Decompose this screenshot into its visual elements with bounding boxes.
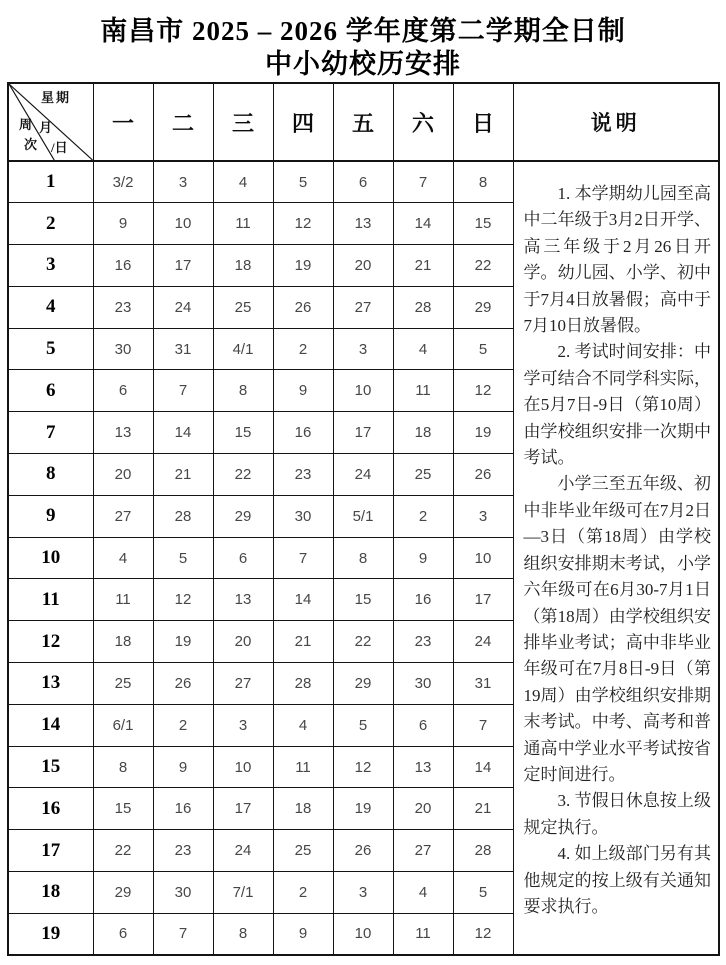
date-cell: 9	[273, 913, 333, 955]
date-cell: 24	[153, 286, 213, 328]
date-cell: 5	[273, 161, 333, 203]
date-cell: 5	[153, 537, 213, 579]
date-cell: 9	[273, 370, 333, 412]
school-calendar-table	[7, 82, 720, 956]
date-cell: 2	[273, 328, 333, 370]
week-number: 8	[8, 454, 93, 496]
week-number: 19	[8, 913, 93, 955]
week-number: 5	[8, 328, 93, 370]
date-cell: 25	[213, 286, 273, 328]
date-cell: 26	[333, 830, 393, 872]
week-number: 17	[8, 830, 93, 872]
date-cell: 3	[153, 161, 213, 203]
date-cell: 3	[333, 328, 393, 370]
date-cell: 12	[333, 746, 393, 788]
week-number: 7	[8, 412, 93, 454]
week-number: 14	[8, 704, 93, 746]
date-cell: 31	[153, 328, 213, 370]
date-cell: 23	[93, 286, 153, 328]
date-cell: 21	[153, 454, 213, 496]
date-cell: 8	[333, 537, 393, 579]
date-cell: 23	[273, 454, 333, 496]
week-number: 18	[8, 872, 93, 914]
date-cell: 6	[93, 370, 153, 412]
date-cell: 20	[93, 454, 153, 496]
week-number: 3	[8, 245, 93, 287]
day-header-sun: 日	[453, 83, 513, 161]
date-cell: 8	[213, 913, 273, 955]
date-cell: 9	[93, 203, 153, 245]
page-title	[0, 0, 726, 81]
date-cell: 10	[153, 203, 213, 245]
notes-cell	[513, 161, 719, 955]
date-cell: 3/2	[93, 161, 153, 203]
date-cell: 5	[453, 872, 513, 914]
date-cell: 10	[333, 370, 393, 412]
date-cell: 20	[393, 788, 453, 830]
day-header-fri: 五	[333, 83, 393, 161]
date-cell: 27	[393, 830, 453, 872]
date-cell: 13	[93, 412, 153, 454]
date-cell: 12	[153, 579, 213, 621]
date-cell: 29	[333, 663, 393, 705]
date-cell: 19	[453, 412, 513, 454]
date-cell: 12	[453, 370, 513, 412]
date-cell: 22	[213, 454, 273, 496]
date-cell: 14	[153, 412, 213, 454]
date-cell: 30	[153, 872, 213, 914]
date-cell: 23	[153, 830, 213, 872]
date-cell: 10	[453, 537, 513, 579]
date-cell: 17	[153, 245, 213, 287]
date-cell: 5	[333, 704, 393, 746]
date-cell: 4/1	[213, 328, 273, 370]
date-cell: 4	[393, 872, 453, 914]
date-cell: 21	[273, 621, 333, 663]
date-cell: 26	[453, 454, 513, 496]
date-cell: 11	[393, 913, 453, 955]
date-cell: 5/1	[333, 495, 393, 537]
date-cell: 28	[393, 286, 453, 328]
date-cell: 25	[93, 663, 153, 705]
date-cell: 28	[453, 830, 513, 872]
date-cell: 7	[453, 704, 513, 746]
date-cell: 3	[453, 495, 513, 537]
date-cell: 10	[333, 913, 393, 955]
date-cell: 26	[273, 286, 333, 328]
date-cell: 8	[213, 370, 273, 412]
date-cell: 16	[393, 579, 453, 621]
date-cell: 22	[453, 245, 513, 287]
date-cell: 14	[393, 203, 453, 245]
date-cell: 31	[453, 663, 513, 705]
date-cell: 18	[213, 245, 273, 287]
date-cell: 4	[213, 161, 273, 203]
date-cell: 29	[93, 872, 153, 914]
date-cell: 2	[153, 704, 213, 746]
date-cell: 8	[453, 161, 513, 203]
corner-weekday-label: 星期	[41, 90, 72, 105]
date-cell: 7	[273, 537, 333, 579]
date-cell: 24	[213, 830, 273, 872]
note-paragraph: 1. 本学期幼儿园至高中二年级于3月2日开学、高三年级于2月26日开学。幼儿园、小学、初中于7月4日放暑假；高中于7月10日放暑假。	[523, 184, 711, 336]
date-cell: 15	[453, 203, 513, 245]
week-number: 11	[8, 579, 93, 621]
calendar-body	[8, 161, 719, 955]
note-paragraph: 3. 节假日休息按上级规定执行。	[523, 791, 711, 837]
date-cell: 24	[333, 454, 393, 496]
date-cell: 4	[393, 328, 453, 370]
date-cell: 2	[393, 495, 453, 537]
note-paragraph: 4. 如上级部门另有其他规定的按上级有关通知要求执行。	[523, 844, 711, 916]
week-number: 12	[8, 621, 93, 663]
date-cell: 18	[93, 621, 153, 663]
date-cell: 11	[393, 370, 453, 412]
table-row	[8, 161, 719, 203]
date-cell: 26	[153, 663, 213, 705]
date-cell: 2	[273, 872, 333, 914]
date-cell: 19	[153, 621, 213, 663]
date-cell: 27	[333, 286, 393, 328]
date-cell: 7	[393, 161, 453, 203]
day-header-tue: 二	[153, 83, 213, 161]
date-cell: 9	[393, 537, 453, 579]
date-cell: 13	[333, 203, 393, 245]
week-number: 2	[8, 203, 93, 245]
date-cell: 20	[213, 621, 273, 663]
date-cell: 30	[393, 663, 453, 705]
date-cell: 17	[453, 579, 513, 621]
date-cell: 27	[93, 495, 153, 537]
date-cell: 3	[333, 872, 393, 914]
day-header-mon: 一	[93, 83, 153, 161]
date-cell: 16	[93, 245, 153, 287]
date-cell: 15	[213, 412, 273, 454]
date-cell: 11	[93, 579, 153, 621]
date-cell: 21	[453, 788, 513, 830]
notes-header: 说明	[513, 83, 719, 161]
date-cell: 15	[333, 579, 393, 621]
date-cell: 14	[453, 746, 513, 788]
date-cell: 12	[273, 203, 333, 245]
date-cell: 11	[273, 746, 333, 788]
date-cell: 9	[153, 746, 213, 788]
header-row	[8, 83, 719, 161]
week-number: 10	[8, 537, 93, 579]
date-cell: 28	[273, 663, 333, 705]
date-cell: 21	[393, 245, 453, 287]
corner-header-cell	[8, 83, 93, 161]
date-cell: 17	[213, 788, 273, 830]
corner-day-label: /日	[51, 140, 68, 155]
date-cell: 7	[153, 370, 213, 412]
date-cell: 29	[453, 286, 513, 328]
week-number: 9	[8, 495, 93, 537]
date-cell: 15	[93, 788, 153, 830]
date-cell: 25	[393, 454, 453, 496]
corner-weeknum-label-2: 次	[24, 137, 38, 152]
day-header-wed: 三	[213, 83, 273, 161]
date-cell: 30	[93, 328, 153, 370]
date-cell: 20	[333, 245, 393, 287]
date-cell: 6	[333, 161, 393, 203]
corner-weeknum-label-1: 周	[19, 117, 33, 132]
date-cell: 19	[273, 245, 333, 287]
date-cell: 7	[153, 913, 213, 955]
date-cell: 18	[393, 412, 453, 454]
week-number: 1	[8, 161, 93, 203]
date-cell: 12	[453, 913, 513, 955]
date-cell: 6	[213, 537, 273, 579]
date-cell: 7/1	[213, 872, 273, 914]
date-cell: 5	[453, 328, 513, 370]
note-paragraph: 小学三至五年级、初中非毕业年级可在7月2日—3日（第18周）由学校组织安排期末考试，小学六年级可在6月30-7月1日（第18周）由学校组织安排毕业考试；高中非毕业年级可在7月8日-9日（第19周）由学校组织安排期末考试。中考、高考和普通高中学业水平考试按省定时间进行。	[523, 474, 711, 784]
date-cell: 6/1	[93, 704, 153, 746]
date-cell: 6	[93, 913, 153, 955]
date-cell: 30	[273, 495, 333, 537]
date-cell: 4	[93, 537, 153, 579]
week-number: 6	[8, 370, 93, 412]
date-cell: 22	[333, 621, 393, 663]
date-cell: 19	[333, 788, 393, 830]
date-cell: 6	[393, 704, 453, 746]
date-cell: 10	[213, 746, 273, 788]
date-cell: 13	[213, 579, 273, 621]
date-cell: 24	[453, 621, 513, 663]
page-title-line1: 南昌市 2025 – 2026 学年度第二学期全日制	[100, 16, 626, 46]
week-number: 16	[8, 788, 93, 830]
page-title-line2: 中小幼校历安排	[265, 49, 461, 79]
week-number: 4	[8, 286, 93, 328]
date-cell: 22	[93, 830, 153, 872]
date-cell: 13	[393, 746, 453, 788]
date-cell: 3	[213, 704, 273, 746]
week-number: 13	[8, 663, 93, 705]
date-cell: 27	[213, 663, 273, 705]
day-header-thu: 四	[273, 83, 333, 161]
date-cell: 11	[213, 203, 273, 245]
date-cell: 25	[273, 830, 333, 872]
date-cell: 29	[213, 495, 273, 537]
date-cell: 14	[273, 579, 333, 621]
date-cell: 28	[153, 495, 213, 537]
date-cell: 16	[273, 412, 333, 454]
date-cell: 23	[393, 621, 453, 663]
date-cell: 18	[273, 788, 333, 830]
date-cell: 17	[333, 412, 393, 454]
date-cell: 16	[153, 788, 213, 830]
note-paragraph: 2. 考试时间安排：中学可结合不同学科实际，在5月7日-9日（第10周）由学校组织安排一次期中考试。	[523, 342, 711, 468]
corner-month-label: 月	[39, 120, 53, 135]
week-number: 15	[8, 746, 93, 788]
day-header-sat: 六	[393, 83, 453, 161]
date-cell: 8	[93, 746, 153, 788]
date-cell: 4	[273, 704, 333, 746]
